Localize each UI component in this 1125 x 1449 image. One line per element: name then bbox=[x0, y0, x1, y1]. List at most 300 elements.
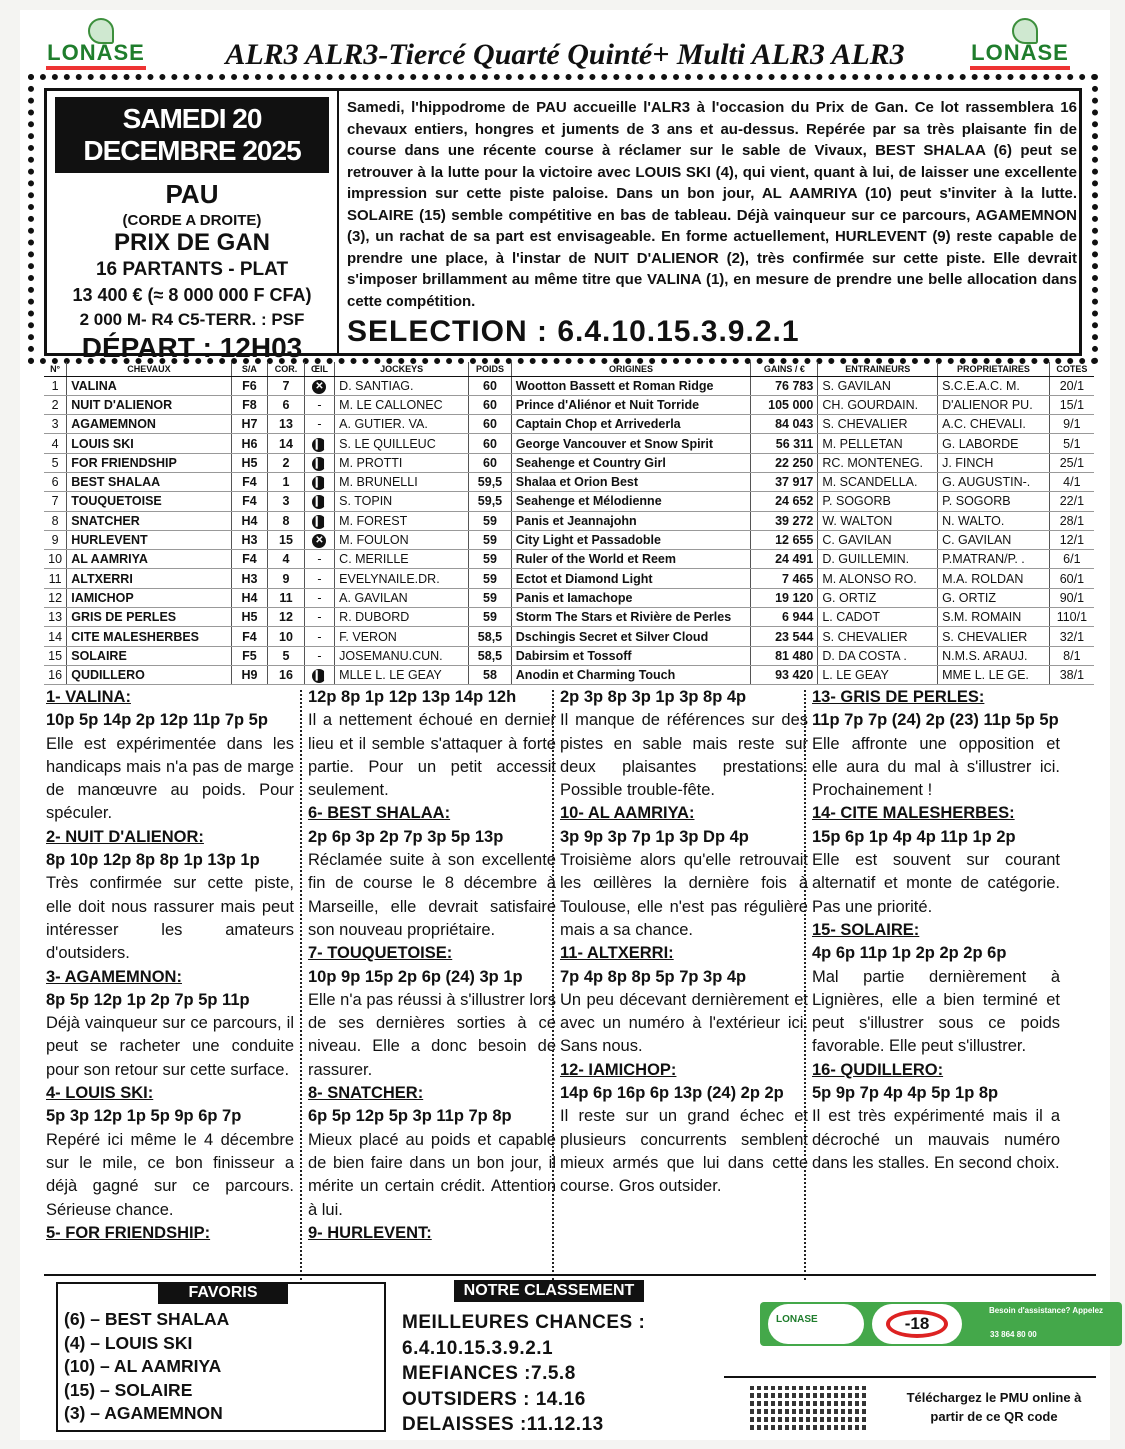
origins: Dabirsim et Tossoff bbox=[511, 646, 751, 665]
runner-number: 6 bbox=[44, 472, 67, 491]
trainer: W. WALTON bbox=[818, 511, 938, 530]
eye-gear bbox=[304, 472, 334, 491]
eye-gear bbox=[304, 511, 334, 530]
odds: 15/1 bbox=[1049, 395, 1094, 414]
horse-comment: Il manque de références sur des pistes en sable mais reste sur deux plaisantes prestations. Possible trouble-fête. bbox=[560, 711, 808, 800]
mefiances: MEFIANCES :7.5.8 bbox=[402, 1363, 576, 1384]
horse-comment: Mieux placé au poids et capable de bien faire dans un bon jour, il mérite un certain crédit. Attention à lui. bbox=[308, 1130, 556, 1219]
horse-comment-title-text: 8- SNATCHER: bbox=[308, 1084, 424, 1103]
sex-age: F5 bbox=[231, 646, 268, 665]
table-row bbox=[44, 665, 1094, 684]
corde: 10 bbox=[268, 627, 305, 646]
runner-number: 9 bbox=[44, 530, 67, 549]
table-row bbox=[44, 627, 1094, 646]
assistance-phone[interactable]: 33 864 80 00 bbox=[990, 1330, 1037, 1339]
table-row bbox=[44, 415, 1094, 434]
qr-code-pattern bbox=[750, 1386, 868, 1430]
odds: 25/1 bbox=[1049, 453, 1094, 472]
table-row bbox=[44, 588, 1094, 607]
horse-comment-title bbox=[308, 1082, 556, 1105]
jockey: MLLE L. LE GEAY bbox=[335, 665, 469, 684]
owner: P.MATRAN/P. . bbox=[938, 550, 1050, 569]
runner-number: 2 bbox=[44, 395, 67, 414]
horse-name: QUDILLERO bbox=[67, 665, 231, 684]
blinkers-full-icon: ❙❙ bbox=[312, 515, 330, 527]
horse-comment-title bbox=[812, 686, 1060, 709]
owner: D'ALIENOR PU. bbox=[938, 395, 1050, 414]
weight: 59 bbox=[469, 511, 512, 530]
sex-age: F4 bbox=[231, 550, 268, 569]
earnings: 84 043 bbox=[751, 415, 818, 434]
owner: G. AUGUSTIN-. bbox=[938, 472, 1050, 491]
odds: 110/1 bbox=[1049, 608, 1094, 627]
jockey: D. SANTIAG. bbox=[335, 376, 469, 395]
horse-comment: Elle est souvent sur courant alternatif et monte de catégorie. Pas une priorité. bbox=[812, 851, 1060, 916]
table-row bbox=[44, 608, 1094, 627]
sex-age: H9 bbox=[231, 665, 268, 684]
horse-comment-title bbox=[560, 802, 808, 825]
logo-text: LONASE bbox=[971, 40, 1069, 65]
favori-item: (15) – SOLAIRE bbox=[64, 1379, 193, 1400]
column-divider bbox=[804, 690, 806, 1280]
horse-comment-title bbox=[812, 919, 1060, 942]
horse-comment-title bbox=[812, 802, 1060, 825]
horse-name: TOUQUETOISE bbox=[67, 492, 231, 511]
odds: 12/1 bbox=[1049, 530, 1094, 549]
earnings: 81 480 bbox=[751, 646, 818, 665]
origins: Shalaa et Orion Best bbox=[511, 472, 751, 491]
table-row bbox=[44, 530, 1094, 549]
horse-comment-title-text: 11- ALTXERRI: bbox=[560, 944, 674, 963]
table-row bbox=[44, 376, 1094, 395]
odds: 4/1 bbox=[1049, 472, 1094, 491]
col-header: COTES bbox=[1049, 362, 1094, 376]
eye-gear bbox=[304, 453, 334, 472]
weight: 59,5 bbox=[469, 472, 512, 491]
jockey: S. TOPIN bbox=[335, 492, 469, 511]
owner: C. GAVILAN bbox=[938, 530, 1050, 549]
blinkers-full-icon: ❙❙ bbox=[312, 496, 330, 508]
earnings: 56 311 bbox=[751, 434, 818, 453]
origins: Panis et Iamachope bbox=[511, 588, 751, 607]
sex-age: H4 bbox=[231, 511, 268, 530]
origins: George Vancouver et Snow Spirit bbox=[511, 434, 751, 453]
horse-comment: Il est très expérimenté mais il a décroché un mauvais numéro dans les stalles. En second choix. bbox=[812, 1107, 1060, 1172]
trainer: M. ALONSO RO. bbox=[818, 569, 938, 588]
jockey: A. GAVILAN bbox=[335, 588, 469, 607]
runner-number: 1 bbox=[44, 376, 67, 395]
runners-body bbox=[44, 376, 1094, 685]
trainer: CH. GOURDAIN. bbox=[818, 395, 938, 414]
horse-name: LOUIS SKI bbox=[67, 434, 231, 453]
column-divider bbox=[552, 690, 554, 1280]
runner-number: 14 bbox=[44, 627, 67, 646]
horse-perf: 15p 6p 1p 4p 4p 11p 1p 2p bbox=[812, 827, 1016, 846]
trainer: L. LE GEAY bbox=[818, 665, 938, 684]
runner-number: 7 bbox=[44, 492, 67, 511]
classement-box bbox=[394, 1282, 724, 1435]
sex-age: H7 bbox=[231, 415, 268, 434]
col-header: ŒIL bbox=[304, 362, 334, 376]
trainer: P. SOGORB bbox=[818, 492, 938, 511]
comments-col-3 bbox=[560, 686, 808, 1199]
col-header: N° bbox=[44, 362, 67, 376]
origins: Anodin et Charming Touch bbox=[511, 665, 751, 684]
horse-comment-title bbox=[46, 826, 294, 849]
race-info-box bbox=[44, 88, 1082, 363]
horse-comment-title bbox=[308, 802, 556, 825]
origins: Prince d'Aliénor et Nuit Torride bbox=[511, 395, 751, 414]
jockey: C. MERILLE bbox=[335, 550, 469, 569]
blinkers-full-icon: ❙❙ bbox=[312, 477, 330, 489]
race-depart: DÉPART : 12H03 bbox=[81, 332, 303, 363]
odds: 28/1 bbox=[1049, 511, 1094, 530]
horse-comment: Elle est expérimentée dans les handicaps mais n'a pas de marge de manœuvre au poids. Pour spéculer. bbox=[46, 734, 294, 823]
horse-comment: Déjà vainqueur sur ce parcours, il peut se racheter une conduite pour son retour sur cette surface. bbox=[46, 1014, 294, 1079]
horse-perf: 2p 6p 3p 2p 7p 3p 5p 13p bbox=[308, 827, 504, 846]
horse-comment-title-text: 1- VALINA: bbox=[46, 688, 131, 706]
earnings: 37 917 bbox=[751, 472, 818, 491]
trainer: D. DA COSTA . bbox=[818, 646, 938, 665]
horse-name: SNATCHER bbox=[67, 511, 231, 530]
table-row bbox=[44, 434, 1094, 453]
eye-gear: - bbox=[304, 646, 334, 665]
horse-comment-title bbox=[812, 1059, 1060, 1082]
origins: Captain Chop et Arrivederla bbox=[511, 415, 751, 434]
runner-number: 13 bbox=[44, 608, 67, 627]
owner: M.A. ROLDAN bbox=[938, 569, 1050, 588]
eye-gear: - bbox=[304, 588, 334, 607]
trainer: M. SCANDELLA. bbox=[818, 472, 938, 491]
runner-number: 3 bbox=[44, 415, 67, 434]
weight: 58,5 bbox=[469, 627, 512, 646]
blinkers-full-icon: ❙❙ bbox=[312, 670, 330, 682]
origins: Wootton Bassett et Roman Ridge bbox=[511, 376, 751, 395]
selection: SELECTION : 6.4.10.15.3.9.2.1 bbox=[347, 315, 800, 348]
lonase-badge bbox=[768, 1304, 864, 1344]
owner: A.C. CHEVALI. bbox=[938, 415, 1050, 434]
horse-perf: 14p 6p 16p 6p 13p (24) 2p 2p bbox=[560, 1084, 784, 1103]
corde: 14 bbox=[268, 434, 305, 453]
weight: 60 bbox=[469, 415, 512, 434]
trainer: G. ORTIZ bbox=[818, 588, 938, 607]
age-limit-badge bbox=[872, 1304, 962, 1344]
jockey: S. LE QUILLEUC bbox=[335, 434, 469, 453]
horse-name: FOR FRIENDSHIP bbox=[67, 453, 231, 472]
earnings: 7 465 bbox=[751, 569, 818, 588]
corde: 2 bbox=[268, 453, 305, 472]
odds: 6/1 bbox=[1049, 550, 1094, 569]
race-partants: 16 PARTANTS - PLAT bbox=[95, 259, 289, 280]
weight: 59 bbox=[469, 530, 512, 549]
eye-gear: - bbox=[304, 395, 334, 414]
race-intro: Samedi, l'hippodrome de PAU accueille l'ALR3 à l'occasion du Prix de Gan. Ce lot rassemblera 16 chevaux entiers, hongres et juments de 3 ans et au-dessus. Repérée par sa très plaisante fin de course dans une récente course à réclamer sur le sable de Vivaux, BEST SHALAA (6) peut se retrouver à la lutte pour la victoire avec LOUIS SKI (4), qui vient, quant à lui, de laisser une excellente impression sur cette piste paloise. Dans un bon jour, AL AAMRIYA (10) peut s'inviter à la lutte. SOLAIRE (15) semble compétitive en bas de tableau. Déjà vainqueur sur ce parcours, AGAMEMNON (3), un rachat de sa part est envisageable. En forme actuellement, HURLEVENT (9) reste capable de prendre une place, à l'instar de NUIT D'ALIENOR (2), très confirmée sur cette piste. Elle devrait s'imposer brillamment au même titre que VALINA (1), en mesure de prendre une belle allocation dans cette compétition. bbox=[347, 99, 1077, 310]
jockey: R. DUBORD bbox=[335, 608, 469, 627]
eye-gear: - bbox=[304, 627, 334, 646]
race-prix: PRIX DE GAN bbox=[113, 229, 271, 256]
earnings: 22 250 bbox=[751, 453, 818, 472]
table-row bbox=[44, 492, 1094, 511]
corde: 6 bbox=[268, 395, 305, 414]
col-header: JOCKEYS bbox=[335, 362, 469, 376]
eye-gear bbox=[304, 376, 334, 395]
comments-col-2 bbox=[308, 686, 556, 1245]
sex-age: H3 bbox=[231, 530, 268, 549]
owner: S. CHEVALIER bbox=[938, 627, 1050, 646]
earnings: 105 000 bbox=[751, 395, 818, 414]
horse-comment-title-text: 16- QUDILLERO: bbox=[812, 1060, 944, 1079]
horse-comment: Elle n'a pas réussi à s'illustrer lors de ses dernières sorties à ce niveau. Elle a donc besoin de rassurer. bbox=[308, 990, 556, 1079]
weight: 59 bbox=[469, 569, 512, 588]
horse-perf: 10p 9p 15p 2p 6p (24) 3p 1p bbox=[308, 967, 523, 986]
earnings: 12 655 bbox=[751, 530, 818, 549]
horse-perf: 8p 10p 12p 8p 8p 1p 13p 1p bbox=[46, 851, 260, 870]
col-header: COR. bbox=[268, 362, 305, 376]
owner: J. FINCH bbox=[938, 453, 1050, 472]
horse-comment: Elle affronte une opposition et elle aura du mal à s'illustrer ici. Prochainement ! bbox=[812, 734, 1060, 800]
earnings: 93 420 bbox=[751, 665, 818, 684]
horse-comment-title bbox=[308, 942, 556, 965]
odds: 5/1 bbox=[1049, 434, 1094, 453]
table-header bbox=[44, 362, 1094, 376]
runner-number: 4 bbox=[44, 434, 67, 453]
col-header: POIDS bbox=[469, 362, 512, 376]
logo-flag bbox=[970, 66, 1070, 70]
eye-gear bbox=[304, 530, 334, 549]
origins: Seahenge et Mélodienne bbox=[511, 492, 751, 511]
corde: 12 bbox=[268, 608, 305, 627]
race-place: PAU bbox=[165, 179, 219, 209]
weight: 59 bbox=[469, 588, 512, 607]
page bbox=[20, 10, 1110, 1440]
horse-perf: 8p 5p 12p 1p 2p 7p 5p 11p bbox=[46, 990, 250, 1009]
earnings: 39 272 bbox=[751, 511, 818, 530]
blinkers-cross-icon: ✕ bbox=[312, 534, 326, 548]
horse-perf: 6p 5p 12p 5p 3p 11p 7p 8p bbox=[308, 1107, 512, 1126]
odds: 8/1 bbox=[1049, 646, 1094, 665]
origins: Dschingis Secret et Silver Cloud bbox=[511, 627, 751, 646]
horse-name: CITE MALESHERBES bbox=[67, 627, 231, 646]
horse-comment: Un peu décevant dernièrement et avec un numéro à l'extérieur ici. Sans nous. bbox=[560, 990, 808, 1056]
horse-comment: Très confirmée sur cette piste, elle doit nous rassurer mais peut intéresser les amateurs d'outsiders. bbox=[46, 874, 294, 963]
owner: N.M.S. ARAUJ. bbox=[938, 646, 1050, 665]
horse-comment-title bbox=[560, 1059, 808, 1082]
race-info-frame bbox=[28, 74, 1098, 364]
odds: 32/1 bbox=[1049, 627, 1094, 646]
sex-age: F4 bbox=[231, 627, 268, 646]
favori-item: (6) – BEST SHALAA bbox=[64, 1309, 230, 1329]
race-allocation: 13 400 € (≈ 8 000 000 F CFA) bbox=[72, 285, 312, 305]
table-row bbox=[44, 569, 1094, 588]
horse-name: VALINA bbox=[67, 376, 231, 395]
horse-name: AL AAMRIYA bbox=[67, 550, 231, 569]
horse-comment-title-text: 10- AL AAMRIYA: bbox=[560, 804, 695, 823]
odds: 90/1 bbox=[1049, 588, 1094, 607]
eye-gear: - bbox=[304, 550, 334, 569]
sex-age: F4 bbox=[231, 492, 268, 511]
horse-comment-title-text: 3- AGAMEMNON: bbox=[46, 967, 182, 986]
odds: 9/1 bbox=[1049, 415, 1094, 434]
weight: 60 bbox=[469, 376, 512, 395]
earnings: 24 491 bbox=[751, 550, 818, 569]
horse-name: ALTXERRI bbox=[67, 569, 231, 588]
horse-comment: Troisième alors qu'elle retrouvait les œillères la dernière fois à Toulouse, elle n'est pas régulière mais a sa chance. bbox=[560, 851, 808, 939]
outsiders: OUTSIDERS : 14.16 bbox=[402, 1388, 586, 1410]
sex-age: F4 bbox=[231, 472, 268, 491]
classement-label: NOTRE CLASSEMENT bbox=[454, 1280, 644, 1302]
eye-gear: - bbox=[304, 415, 334, 434]
origins: Storm The Stars et Rivière de Perles bbox=[511, 608, 751, 627]
assistance-text: Besoin d'assistance? Appelez bbox=[988, 1306, 1104, 1315]
odds: 60/1 bbox=[1049, 569, 1094, 588]
owner: S.M. ROMAIN bbox=[938, 608, 1050, 627]
blinkers-cross-icon: ✕ bbox=[312, 380, 326, 394]
col-header: GAINS / € bbox=[751, 362, 818, 376]
corde: 9 bbox=[268, 569, 305, 588]
weight: 59 bbox=[469, 608, 512, 627]
horse-perf: 5p 9p 7p 4p 4p 5p 1p 8p bbox=[812, 1084, 999, 1103]
horse-perf: 11p 7p 7p (24) 2p (23) 11p 5p 5p bbox=[812, 711, 1059, 730]
jockey: M. BRUNELLI bbox=[335, 472, 469, 491]
horse-comment: Mal partie dernièrement à Lignières, elle a bien terminé et peut s'illustrer sous ce poids favorable. Elle peut s'illustrer. bbox=[812, 967, 1060, 1056]
comments-col-4 bbox=[812, 686, 1060, 1175]
trainer: RC. MONTENEG. bbox=[818, 453, 938, 472]
odds: 22/1 bbox=[1049, 492, 1094, 511]
logo-flag bbox=[46, 66, 146, 70]
horse-comment: Réclamée suite à son excellente fin de course le 8 décembre à Marseille, elle devrait satisfaire son nouveau propriétaire. bbox=[308, 851, 556, 939]
runner-number: 10 bbox=[44, 550, 67, 569]
origins: Ruler of the World et Reem bbox=[511, 550, 751, 569]
weight: 59,5 bbox=[469, 492, 512, 511]
lonase-badge-text: LONASE bbox=[776, 1314, 818, 1325]
jockey: M. FOREST bbox=[335, 511, 469, 530]
favori-item: (10) – AL AAMRIYA bbox=[64, 1356, 222, 1376]
horse-comment-title-text: 9- HURLEVENT: bbox=[308, 1223, 432, 1242]
meilleures-label: MEILLEURES CHANCES : bbox=[402, 1312, 646, 1333]
corde: 5 bbox=[268, 646, 305, 665]
horse-perf: 7p 4p 8p 8p 5p 7p 3p 4p bbox=[560, 967, 747, 986]
favori-item: (3) – AGAMEMNON bbox=[64, 1403, 223, 1423]
runners-table bbox=[44, 362, 1094, 685]
runner-number: 5 bbox=[44, 453, 67, 472]
horse-perf: 4p 6p 11p 1p 2p 2p 2p 6p bbox=[812, 944, 1007, 963]
corde: 7 bbox=[268, 376, 305, 395]
horse-comment-title-text: 2- NUIT D'ALIENOR: bbox=[46, 827, 204, 846]
horse-name: HURLEVENT bbox=[67, 530, 231, 549]
corde: 13 bbox=[268, 415, 305, 434]
horse-comment-title bbox=[308, 1222, 556, 1245]
origins: Panis et Jeannajohn bbox=[511, 511, 751, 530]
trainer: S. CHEVALIER bbox=[818, 627, 938, 646]
horse-comment-title-text: 6- BEST SHALAA: bbox=[308, 804, 451, 823]
corde: 11 bbox=[268, 588, 305, 607]
table-row bbox=[44, 511, 1094, 530]
table-row bbox=[44, 472, 1094, 491]
jockey: A. GUTIER. VA. bbox=[335, 415, 469, 434]
lonase-logo-right bbox=[960, 18, 1080, 76]
jockey: F. VERON bbox=[335, 627, 469, 646]
weight: 58 bbox=[469, 665, 512, 684]
qr-section bbox=[724, 1376, 1096, 1436]
jockey: M. FOULON bbox=[335, 530, 469, 549]
jockey: M. LE CALLONEC bbox=[335, 395, 469, 414]
horse-name: BEST SHALAA bbox=[67, 472, 231, 491]
horse-comment-title bbox=[46, 1222, 294, 1245]
race-card bbox=[47, 91, 339, 363]
responsible-gaming-banner[interactable] bbox=[760, 1302, 1122, 1346]
eye-gear bbox=[304, 492, 334, 511]
logo-text: LONASE bbox=[47, 40, 145, 65]
weight: 58,5 bbox=[469, 646, 512, 665]
table-row bbox=[44, 453, 1094, 472]
col-header: S/A bbox=[231, 362, 268, 376]
horse-perf: 10p 5p 14p 2p 12p 11p 7p 5p bbox=[46, 711, 268, 730]
delaisses: DELAISSES :11.12.13 bbox=[402, 1414, 604, 1435]
earnings: 24 652 bbox=[751, 492, 818, 511]
jockey: JOSEMANU.CUN. bbox=[335, 646, 469, 665]
eye-gear bbox=[304, 665, 334, 684]
sex-age: H3 bbox=[231, 569, 268, 588]
horse-comment-title-text: 15- SOLAIRE: bbox=[812, 920, 920, 939]
owner: G. LABORDE bbox=[938, 434, 1050, 453]
owner: P. SOGORB bbox=[938, 492, 1050, 511]
horse-comment-title-text: 5- FOR FRIENDSHIP: bbox=[46, 1223, 211, 1242]
column-divider bbox=[300, 690, 302, 1280]
earnings: 19 120 bbox=[751, 588, 818, 607]
col-header: ORIGINES bbox=[511, 362, 751, 376]
blinkers-full-icon: ❙❙ bbox=[312, 438, 330, 450]
favori-item: (4) – LOUIS SKI bbox=[64, 1332, 193, 1353]
runner-number: 16 bbox=[44, 665, 67, 684]
horse-comment: Il reste sur un grand échec et plusieurs concurrents semblent mieux armés que lui dans cette course. Gros outsider. bbox=[560, 1107, 808, 1196]
horse-perf: 5p 3p 12p 1p 5p 9p 6p 7p bbox=[46, 1107, 242, 1126]
corde: 4 bbox=[268, 550, 305, 569]
corde: 8 bbox=[268, 511, 305, 530]
horse-name: AGAMEMNON bbox=[67, 415, 231, 434]
runner-number: 12 bbox=[44, 588, 67, 607]
classement-body bbox=[402, 1310, 645, 1438]
odds: 38/1 bbox=[1049, 665, 1094, 684]
sex-age: H6 bbox=[231, 434, 268, 453]
table-row bbox=[44, 646, 1094, 665]
qr-caption: Téléchargez le PMU online à partir de ce QR code bbox=[906, 1390, 1082, 1424]
earnings: 23 544 bbox=[751, 627, 818, 646]
horse-comment-title-text: 13- GRIS DE PERLES: bbox=[812, 688, 985, 706]
sex-age: H4 bbox=[231, 588, 268, 607]
race-corde: (CORDE A DROITE) bbox=[122, 212, 262, 229]
origins: City Light et Passadoble bbox=[511, 530, 751, 549]
col-header: PROPRIETAIRES bbox=[938, 362, 1050, 376]
origins: Ectot et Diamond Light bbox=[511, 569, 751, 588]
trainer: D. GUILLEMIN. bbox=[818, 550, 938, 569]
horse-comment-title bbox=[46, 686, 294, 709]
runner-number: 11 bbox=[44, 569, 67, 588]
weight: 60 bbox=[469, 434, 512, 453]
favoris-label: FAVORIS bbox=[158, 1282, 288, 1304]
bottom-panel bbox=[44, 1274, 1104, 1438]
corde: 16 bbox=[268, 665, 305, 684]
favoris-list bbox=[64, 1308, 229, 1426]
corde: 3 bbox=[268, 492, 305, 511]
owner: N. WALTO. bbox=[938, 511, 1050, 530]
trainer: L. CADOT bbox=[818, 608, 938, 627]
trainer: C. GAVILAN bbox=[818, 530, 938, 549]
horse-perf: 3p 9p 3p 7p 1p 3p Dp 4p bbox=[560, 827, 749, 846]
origins: Seahenge et Country Girl bbox=[511, 453, 751, 472]
race-distance: 2 000 M- R4 C5-TERR. : PSF bbox=[79, 310, 305, 329]
earnings: 76 783 bbox=[751, 376, 818, 395]
jockey: M. PROTTI bbox=[335, 453, 469, 472]
